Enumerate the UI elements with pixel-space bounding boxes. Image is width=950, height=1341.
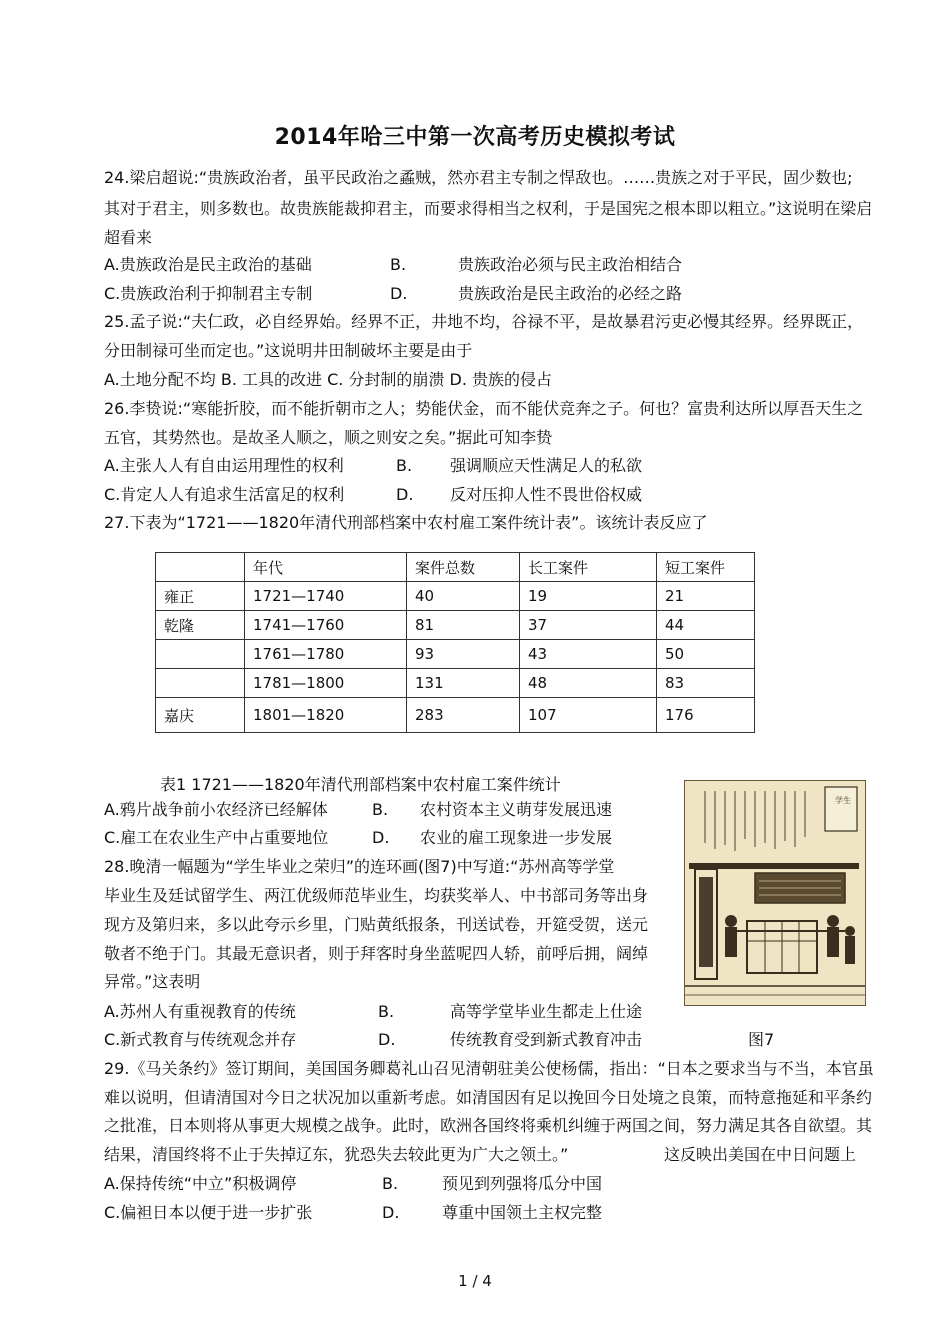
q29-stem-line-1: 29.《马关条约》签订期间，美国国务卿葛礼山召见清朝驻美公使杨儒，指出：“日本之要求当与不当，本官虽 <box>104 1059 874 1078</box>
q26-option-a: A.主张人人有自由运用理性的权利 <box>104 456 344 475</box>
table-cell: 1761—1780 <box>245 640 407 669</box>
q27-option-b-letter: B. <box>372 800 389 819</box>
table-cell: 43 <box>520 640 657 669</box>
table-caption: 表1 1721——1820年清代刑部档案中农村雇工案件统计 <box>160 775 561 794</box>
table-cell: 131 <box>407 669 520 698</box>
q25-options: A.土地分配不均 B. 工具的改进 C. 分封制的崩溃 D. 贵族的侵占 <box>104 370 552 389</box>
table-cell: 嘉庆 <box>156 698 245 733</box>
table-row <box>156 611 755 640</box>
table-row <box>156 698 755 733</box>
q29-stem-line-4-tail: 这反映出美国在中日问题上 <box>664 1145 857 1164</box>
figure-title-text: 学生 <box>835 796 851 805</box>
table-cell: 44 <box>657 611 755 640</box>
q24-option-a: A.贵族政治是民主政治的基础 <box>104 255 312 274</box>
q27-option-d-letter: D. <box>372 828 390 847</box>
q24-option-b-letter: B. <box>390 255 407 274</box>
q28-option-c: C.新式教育与传统观念并存 <box>104 1030 297 1049</box>
q27-option-a: A.鸦片战争前小农经济已经解体 <box>104 800 328 819</box>
table-row <box>156 582 755 611</box>
woodcut-scene-illustration <box>685 781 865 1005</box>
q28-stem-line-5: 异常。”这表明 <box>104 972 201 991</box>
table-header-row <box>156 553 755 582</box>
table-cell: 176 <box>657 698 755 733</box>
page-number: 1 / 4 <box>458 1272 492 1290</box>
q29-option-c: C.偏袒日本以便于进一步扩张 <box>104 1203 313 1222</box>
q28-option-b-letter: B. <box>378 1002 395 1021</box>
q26-option-c: C.肯定人人有追求生活富足的权利 <box>104 485 345 504</box>
figure-7-label: 图7 <box>748 1030 775 1049</box>
q26-option-b: 强调顺应天性满足人的私欲 <box>450 456 643 475</box>
table-cell: 83 <box>657 669 755 698</box>
table-row <box>156 669 755 698</box>
q29-option-a: A.保持传统“中立”积极调停 <box>104 1174 297 1193</box>
table-cell: 48 <box>520 669 657 698</box>
q28-option-d-letter: D. <box>378 1030 396 1049</box>
table-cell: 40 <box>407 582 520 611</box>
table-header-cell: 长工案件 <box>520 553 657 582</box>
q29-stem-line-3: 之批准，日本则将从事更大规模之战争。此时，欧洲各国终将乘机纠缠于两国之间，努力满足其各自欲望。其 <box>104 1116 873 1135</box>
q26-stem-line-2: 五官，其势然也。是故圣人顺之，顺之则安之矣。”据此可知李贽 <box>104 428 553 447</box>
q28-stem-line-2: 毕业生及廷试留学生、两江优级师范毕业生，均获奖举人、中书部司务等出身 <box>104 886 649 905</box>
q25-stem-line-2: 分田制禄可坐而定也。”这说明井田制破坏主要是由于 <box>104 341 473 360</box>
q24-stem-line-1: 24.梁启超说:“贵族政治者，虽平民政治之蟊贼，然亦君主专制之悍敌也。……贵族之对于平民，固少数也; <box>104 168 853 187</box>
q28-stem-line-4: 敬者不绝于门。其最无意识者，则于拜客时身坐蓝呢四人轿，前呼后拥，阔绰 <box>104 944 649 963</box>
table-cell: 81 <box>407 611 520 640</box>
q24-option-d-letter: D. <box>390 284 408 303</box>
case-statistics-table <box>155 552 755 733</box>
q24-option-c: C.贵族政治利于抑制君主专制 <box>104 284 313 303</box>
table-cell: 21 <box>657 582 755 611</box>
table-cell: 19 <box>520 582 657 611</box>
q24-stem-line-2: 其对于君主，则多数也。故贵族能裁抑君主，而要求得相当之权利，于是国宪之根本即以粗立。”这说明在梁启 <box>104 199 873 218</box>
table-header-cell: 年代 <box>245 553 407 582</box>
q26-option-d-letter: D. <box>396 485 414 504</box>
table-cell: 雍正 <box>156 582 245 611</box>
table-header-cell: 案件总数 <box>407 553 520 582</box>
q27-option-c: C.雇工在农业生产中占重要地位 <box>104 828 329 847</box>
q26-option-d: 反对压抑人性不畏世俗权威 <box>450 485 643 504</box>
q28-option-d: 传统教育受到新式教育冲击 <box>450 1030 643 1049</box>
table-cell: 283 <box>407 698 520 733</box>
q27-stem-line-1: 27.下表为“1721——1820年清代刑部档案中农村雇工案件统计表”。该统计表反应了 <box>104 513 708 532</box>
page-title: 2014年哈三中第一次高考历史模拟考试 <box>274 125 676 150</box>
q26-stem-line-1: 26.李贽说:“寒能折胶，而不能折朝市之人；势能伏金，而不能伏竞奔之子。何也？富贵利达所以厚吾天生之 <box>104 399 864 418</box>
q26-option-b-letter: B. <box>396 456 413 475</box>
q24-stem-line-3: 超看来 <box>104 228 153 247</box>
table-header-cell: 短工案件 <box>657 553 755 582</box>
q28-option-b: 高等学堂毕业生都走上仕途 <box>450 1002 643 1021</box>
q25-stem-line-1: 25.孟子说:“夫仁政，必自经界始。经界不正，井地不均，谷禄不平，是故暴君污吏必慢其经界。经界既正， <box>104 312 864 331</box>
q29-option-b-letter: B. <box>382 1174 399 1193</box>
table-cell <box>156 669 245 698</box>
table-cell <box>156 640 245 669</box>
figure-7-illustration <box>684 780 866 1006</box>
table-cell: 1801—1820 <box>245 698 407 733</box>
table-cell: 乾隆 <box>156 611 245 640</box>
q29-option-d-letter: D. <box>382 1203 400 1222</box>
table-cell: 93 <box>407 640 520 669</box>
q27-option-b: 农村资本主义萌芽发展迅速 <box>420 800 613 819</box>
q27-option-d: 农业的雇工现象进一步发展 <box>420 828 613 847</box>
q29-option-d: 尊重中国领土主权完整 <box>442 1203 603 1222</box>
table-cell: 107 <box>520 698 657 733</box>
q29-stem-line-2: 难以说明，但请清国对今日之状况加以重新考虑。如清国因有足以挽回今日处境之良策，而特意拖延和平条约 <box>104 1088 873 1107</box>
q29-stem-line-4: 结果，清国终将不止于失掉辽东，犹恐失去较此更为广大之领土。” <box>104 1145 569 1164</box>
table-cell: 1741—1760 <box>245 611 407 640</box>
q28-stem-line-1: 28.晚清一幅题为“学生毕业之荣归”的连环画(图7)中写道:“苏州高等学堂 <box>104 857 615 876</box>
table-row <box>156 640 755 669</box>
table-header-cell <box>156 553 245 582</box>
q28-stem-line-3: 现方及第归来，多以此夸示乡里，门贴黄纸报条，刊送试卷，开筵受贺，送元 <box>104 915 649 934</box>
q24-option-d: 贵族政治是民主政治的必经之路 <box>458 284 683 303</box>
q29-option-b: 预见到列强将瓜分中国 <box>442 1174 603 1193</box>
table-cell: 1721—1740 <box>245 582 407 611</box>
table-cell: 37 <box>520 611 657 640</box>
table-cell: 50 <box>657 640 755 669</box>
q24-option-b: 贵族政治必须与民主政治相结合 <box>458 255 683 274</box>
table-cell: 1781—1800 <box>245 669 407 698</box>
q28-option-a: A.苏州人有重视教育的传统 <box>104 1002 296 1021</box>
